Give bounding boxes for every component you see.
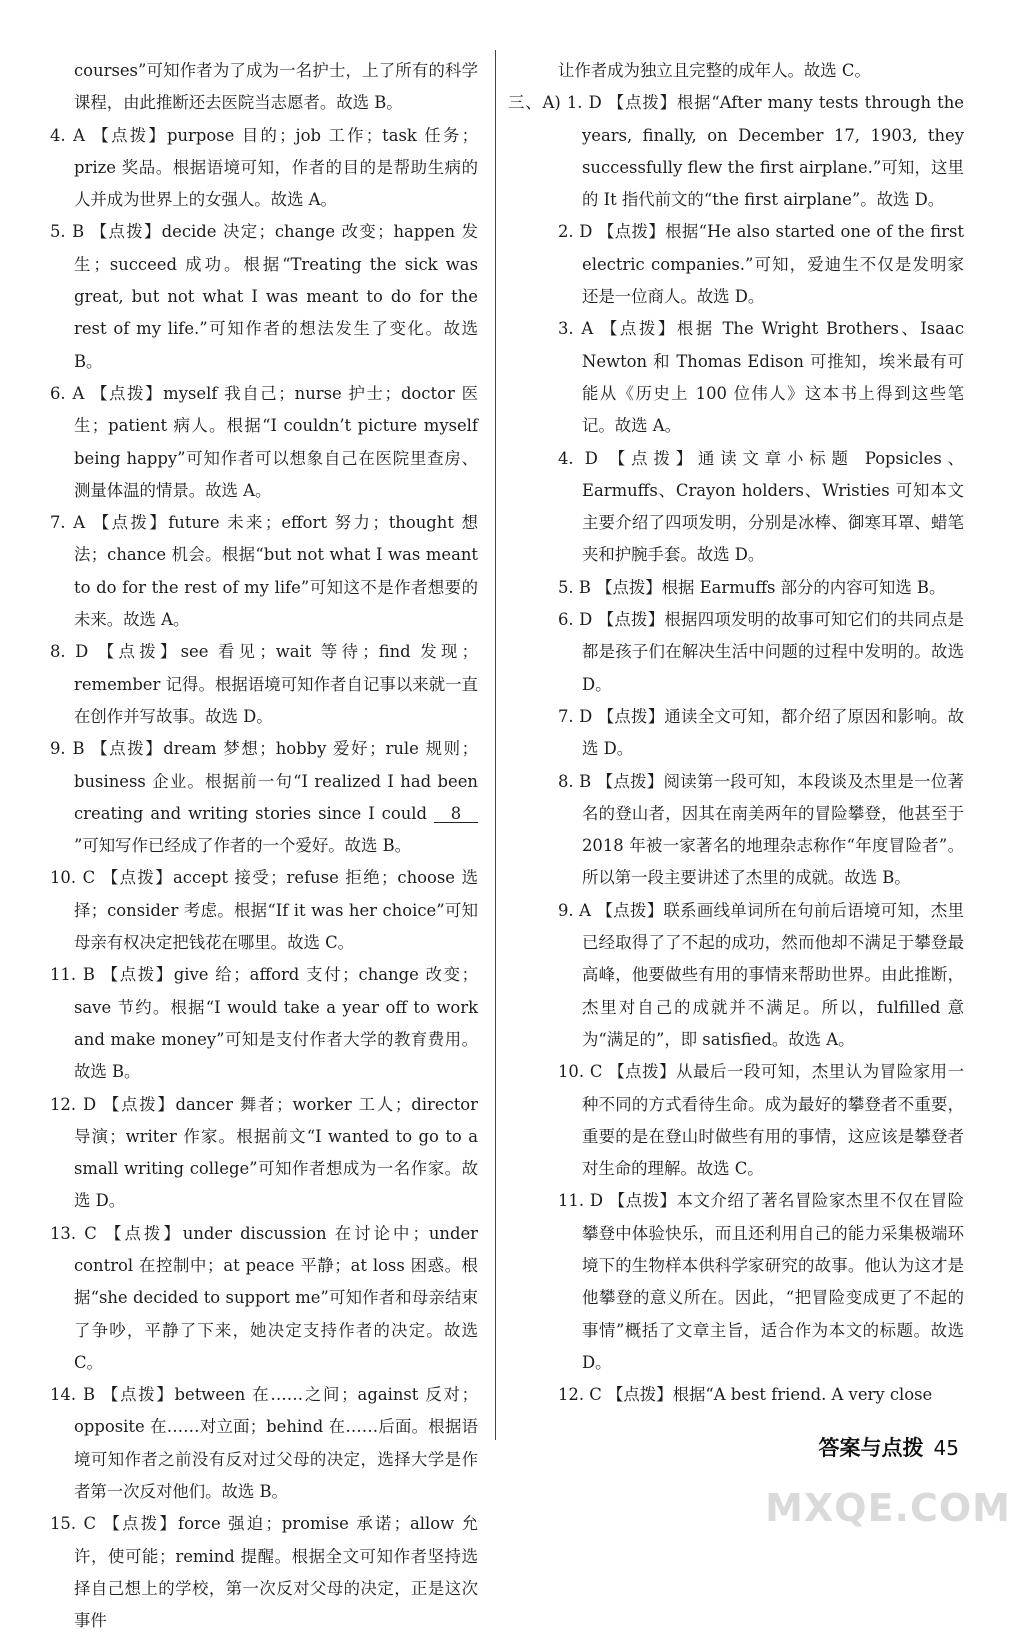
page-footer [819, 1432, 959, 1462]
right-column [508, 55, 964, 1411]
answer-entry: 4. A 【点拨】purpose 目的；job 工作；task 任务；prize 奖品。根据语境可知，作者的目的是帮助生病的人并成为世界上的女强人。故选 A。 [50, 125, 478, 210]
answer-entry: 6. D 【点拨】根据四项发明的故事可知它们的共同点是都是孩子们在解决生活中问题的过程中发明的。故选 D。 [558, 610, 964, 694]
column-divider [495, 50, 496, 1440]
answer-entry: 14. B 【点拨】between 在……之间；against 反对；opposite 在……对立面；behind 在……后面。根据语境可知作者之前没有反对过父母的决定，选择大学是作者第一次反对他们。故选 B。 [50, 1385, 478, 1502]
entry-text: 9. B 【点拨】dream 梦想；hobby 爱好；rule 规则；business 企业。根据前一句“I realized I had been creating and writing stories since I could [50, 739, 478, 823]
answer-entry: courses”可知作者为了成为一名护士，上了所有的科学课程，由此推断还去医院当志愿者。故选 B。 [74, 61, 478, 113]
answer-entry: 5. B 【点拨】decide 决定；change 改变；happen 发生；succeed 成功。根据“Treating the sick was great, but not what I was meant to do for the rest of my life.”可知作者的想法发生了变化。故选 B。 [50, 222, 478, 371]
watermark: MXQE.COM [765, 1486, 1011, 1530]
section-heading-entry: 三、A) 1. D 【点拨】根据“After many tests through the years, finally, on December 17, 1903, they successfully flew the first airplane.”可知，这里的 It 指代前文的“the first airplane”。故选 D。 [508, 93, 964, 210]
answer-entry: 12. D 【点拨】dancer 舞者；worker 工人；director 导演；writer 作家。根据前文“I wanted to go to a small writing college”可知作者想成为一名作家。故选 D。 [50, 1094, 478, 1211]
answer-entry: 10. C 【点拨】accept 接受；refuse 拒绝；choose 选择；consider 考虑。根据“If it was her choice”可知母亲有权决定把钱花在哪里。故选 C。 [50, 868, 478, 953]
answer-entry: 3. A 【点拨】根据 The Wright Brothers、Isaac Newton 和 Thomas Edison 可推知，埃米最有可能从《历史上 100 位伟人》这本书上得到这些笔记。故选 A。 [558, 319, 964, 436]
answer-entry: 13. C 【点拨】under discussion 在讨论中；under control 在控制中；at peace 平静；at loss 困惑。根据“she decided to support me”可知作者和母亲结束了争吵，平静了下来，她决定支持作者的决定。故选 C。 [50, 1223, 478, 1372]
answer-entry: 8. B 【点拨】阅读第一段可知，本段谈及杰里是一位著名的登山者，因其在南美两年的冒险攀登，他甚至于 2018 年被一家著名的地理杂志称作“年度冒险者”。所以第一段主要讲述了杰里的成就。故选 B。 [558, 771, 964, 888]
answer-entry: 6. A 【点拨】myself 我自己；nurse 护士；doctor 医生；patient 病人。根据“I couldn’t picture myself being happy”可知作者可以想象自己在医院里查房、测量体温的情景。故选 A。 [50, 383, 478, 500]
answer-entry: 12. C 【点拨】根据“A best friend. A very close [558, 1385, 933, 1405]
answer-entry: 7. A 【点拨】future 未来；effort 努力；thought 想法；chance 机会。根据“but not what I was meant to do for the rest of my life”可知这不是作者想要的未来。故选 A。 [50, 513, 478, 630]
answer-entry: 11. B 【点拨】give 给；afford 支付；change 改变；save 节约。根据“I would take a year off to work and make money”可知是支付作者大学的教育费用。故选 B。 [50, 965, 478, 1082]
answer-entry: 让作者成为独立且完整的成年人。故选 C。 [558, 61, 871, 80]
footer-label: 答案与点拨 [818, 1436, 924, 1460]
entry-text: ”可知写作已经成了作者的一个爱好。故选 B。 [74, 836, 412, 856]
answer-entry: 9. A 【点拨】联系画线单词所在句前后语境可知，杰里已经取得了了不起的成功，然而他却不满足于攀登最高峰，他要做些有用的事情来帮助世界。由此推断，杰里对自己的成就并不满足。所以，fulfilled 意为“满足的”，即 satisfied。故选 A。 [558, 900, 964, 1049]
answer-entry [50, 733, 478, 862]
answer-entry: 5. B 【点拨】根据 Earmuffs 部分的内容可知选 B。 [558, 577, 946, 597]
blank-number: 8 [434, 806, 478, 823]
answer-entry: 15. C 【点拨】force 强迫；promise 承诺；allow 允许，使可能；remind 提醒。根据全文可知作者坚持选择自己想上的学校，第一次反对父母的决定，正是这次事件 [50, 1514, 478, 1631]
answer-entry: 8. D 【点拨】see 看见；wait 等待；find 发现；remember 记得。根据语境可知作者自记事以来就一直在创作并写故事。故选 D。 [50, 642, 478, 726]
answer-entry: 10. C 【点拨】从最后一段可知，杰里认为冒险家用一种不同的方式看待生命。成为最好的攀登者不重要，重要的是在登山时做些有用的事情，这应该是攀登者对生命的理解。故选 C。 [558, 1062, 964, 1179]
page-number: 45 [933, 1436, 959, 1460]
answer-entry: 2. D 【点拨】根据“He also started one of the first electric companies.”可知，爱迪生不仅是发明家还是一位商人。故选 D。 [558, 222, 964, 307]
answer-entry: 7. D 【点拨】通读全文可知，都介绍了原因和影响。故选 D。 [558, 706, 964, 759]
left-column [50, 55, 478, 1638]
answer-entry: 4. D 【点拨】通读文章小标题 Popsicles、Earmuffs、Crayon holders、Wristies 可知本文主要介绍了四项发明，分别是冰棒、御寒耳罩、蜡笔夹和护腕手套。故选 D。 [558, 448, 964, 565]
answer-entry: 11. D 【点拨】本文介绍了著名冒险家杰里不仅在冒险攀登中体验快乐，而且还利用自己的能力采集极端环境下的生物样本供科学家研究的故事。他认为这才是他攀登的意义所在。因此，“把冒险变成更了不起的事情”概括了文章主旨，适合作为本文的标题。故选 D。 [558, 1191, 964, 1372]
